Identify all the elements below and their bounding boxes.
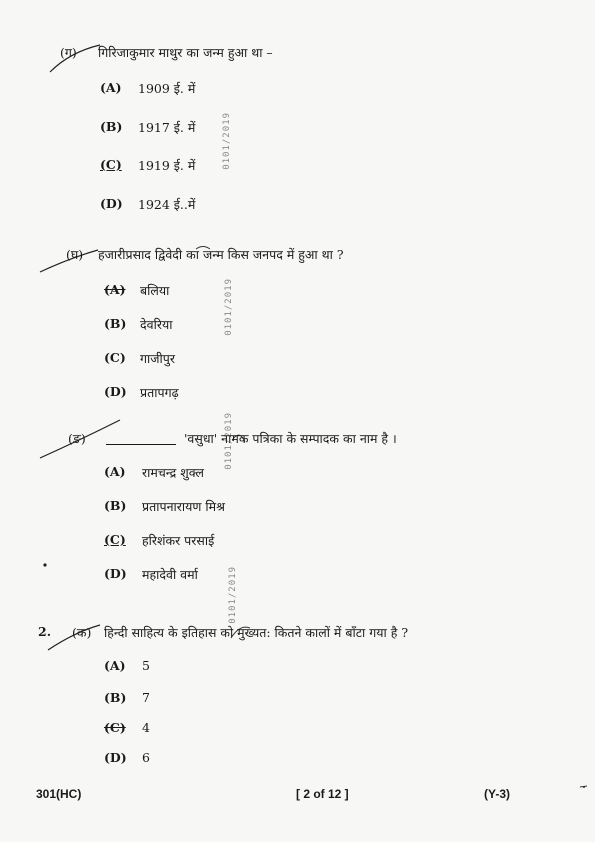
option-label: (C) (104, 350, 126, 365)
option-label: (B) (104, 690, 127, 705)
option-label: (C) (104, 720, 126, 735)
option-text: 1924 ई..में (138, 197, 196, 212)
watermark-2: 0101/2019 (224, 278, 234, 336)
option-label: (C) (100, 157, 122, 172)
option-label: (B) (104, 316, 127, 331)
page-number: [ 2 of 12 ] (296, 787, 349, 801)
answer-blank (106, 444, 176, 445)
set-code: (Y-3) (484, 787, 511, 801)
option-text: हरिशंकर परसाई (142, 533, 215, 548)
option-label: (A) (100, 80, 122, 95)
option-text: प्रतापगढ़ (140, 385, 179, 400)
watermark-1: 0101/2019 (222, 112, 232, 170)
option-text: 1917 ई. में (138, 120, 196, 135)
option-text: 4 (142, 720, 150, 735)
option-text: देवरिया (140, 317, 173, 332)
option-label: (A) (104, 282, 126, 297)
question-2-label: (क) (72, 625, 92, 640)
option-label: (A) (104, 658, 126, 673)
option-text: 1909 ई. में (138, 81, 196, 96)
question-d-text: 'वसुधा' नामक पत्रिका के सम्पादक का नाम है । (184, 431, 397, 446)
option-text: 7 (142, 690, 150, 705)
question-g-label: (ग) (60, 45, 77, 60)
question-d-label: (ङ) (68, 431, 86, 446)
paper-code: 301(HC) (36, 787, 82, 801)
option-label: (D) (104, 566, 127, 581)
option-label: (B) (104, 498, 127, 513)
option-text: 5 (142, 658, 150, 673)
option-text: बलिया (140, 283, 170, 298)
question-g-text: गिरिजाकुमार माथुर का जन्म हुआ था – (98, 45, 273, 60)
watermark-4: 0101/2019 (228, 566, 238, 624)
option-label: (D) (104, 384, 127, 399)
option-label: (C) (104, 532, 126, 547)
option-text: 1919 ई. में (138, 158, 196, 173)
question-2-number: 2. (38, 624, 52, 639)
option-label: (D) (100, 196, 123, 211)
question-gh-label: (घ) (66, 247, 84, 262)
question-2-text: हिन्दी साहित्य के इतिहास को मुख्यत: कितने कालों में बाँटा गया है ? (104, 625, 409, 640)
question-gh-text: हजारीप्रसाद द्विवेदी का जन्म किस जनपद में हुआ था ? (98, 247, 344, 262)
option-label: (B) (100, 119, 123, 134)
option-text: गाजीपुर (140, 351, 176, 366)
option-text: प्रतापनारायण मिश्र (142, 499, 225, 514)
watermark-3: 0101/2019 (224, 412, 234, 470)
option-text: महादेवी वर्मा (142, 567, 198, 582)
option-text: रामचन्द्र शुक्ल (142, 465, 205, 480)
option-label: (A) (104, 464, 126, 479)
option-label: (D) (104, 750, 127, 765)
option-text: 6 (142, 750, 150, 765)
